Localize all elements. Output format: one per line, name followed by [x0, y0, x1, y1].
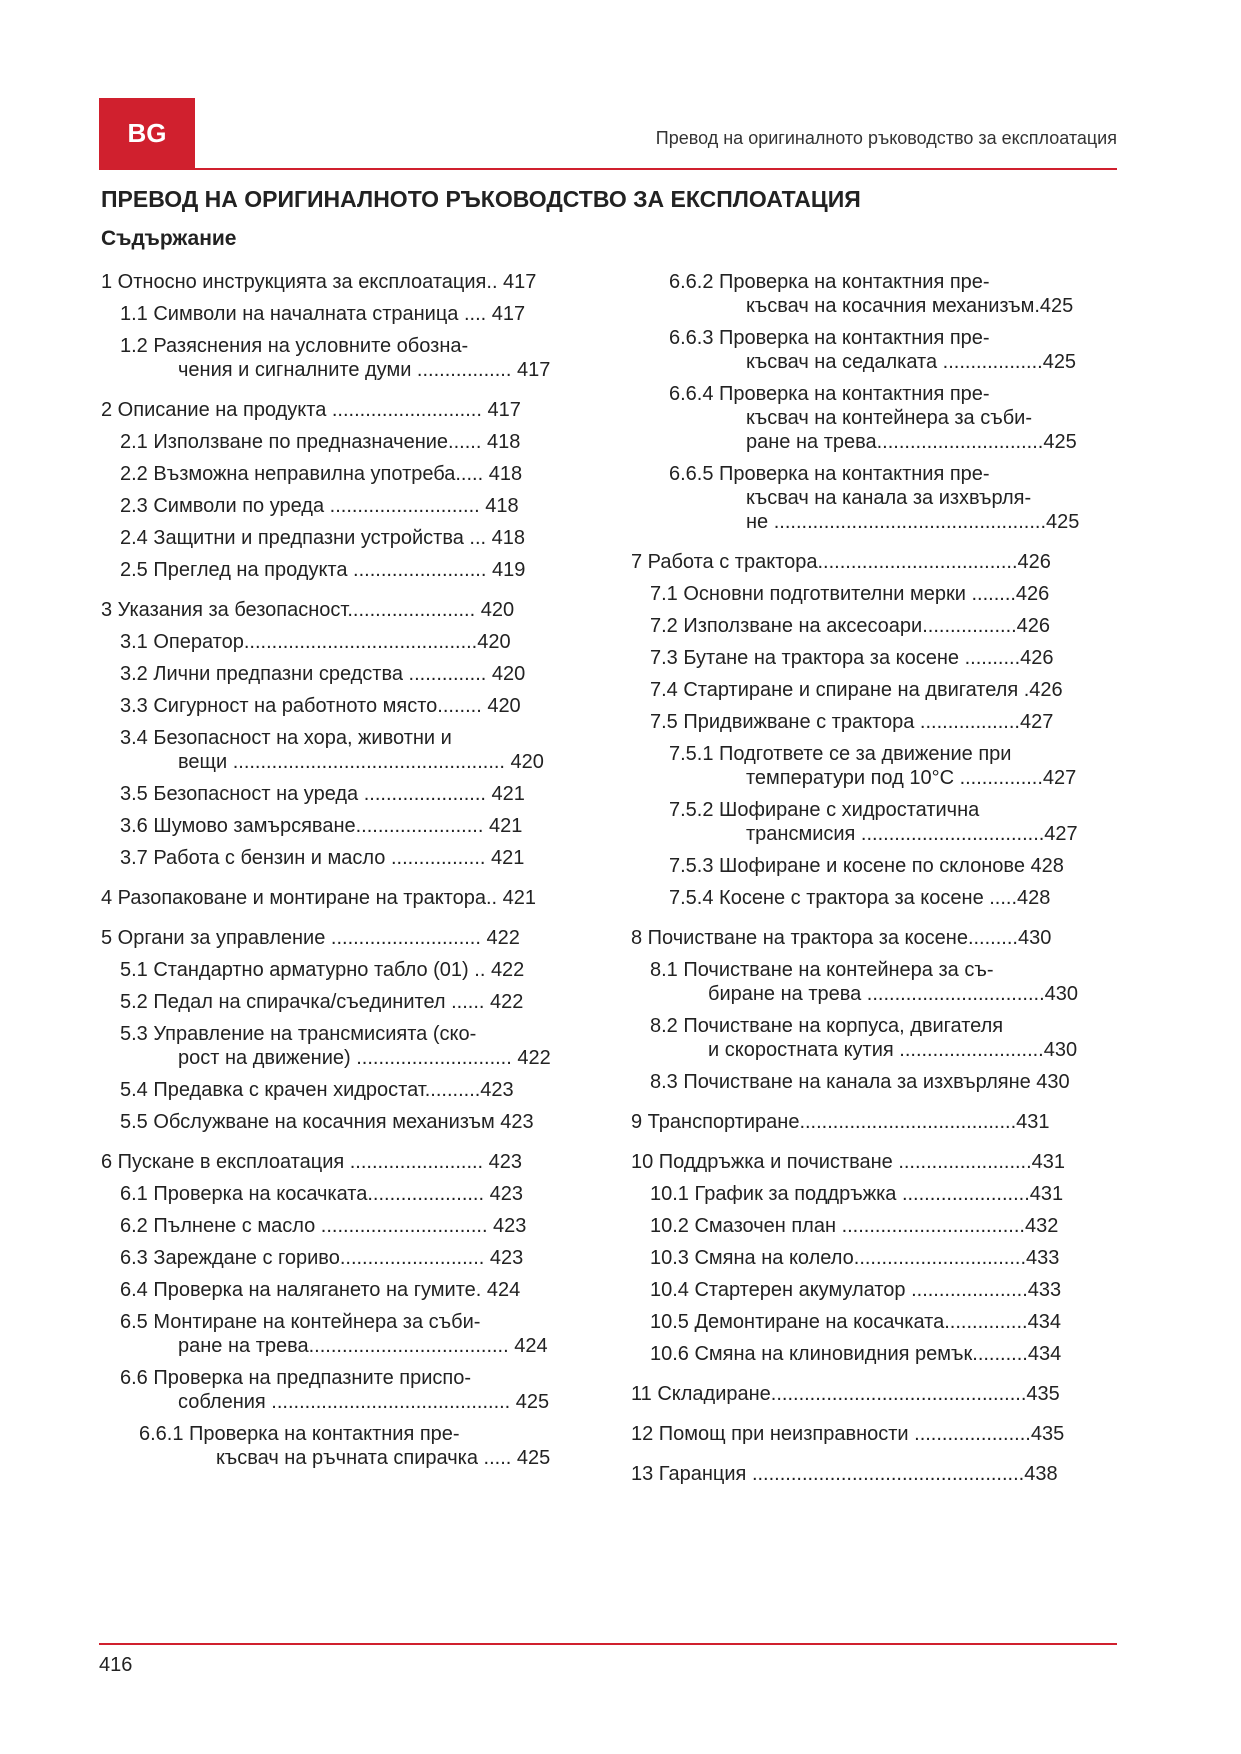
toc-entry-line: 7.4 Стартиране и спиране на двигателя .426: [650, 679, 1063, 701]
toc-entry[interactable]: [120, 558, 525, 582]
toc-entry-line: 6.6.5 Проверка на контактния пре-: [669, 463, 990, 485]
toc-entry-line: 3.4 Безопасност на хора, животни и: [120, 727, 452, 749]
toc-entry-line: 6.6.2 Проверка на контактния пре-: [669, 271, 990, 293]
toc-entry-line: 7.5 Придвижване с трактора ..................427: [650, 711, 1054, 733]
toc-entry-line: 5.5 Обслужване на косачния механизъм 423: [120, 1111, 534, 1133]
toc-entry-line: 7.5.1 Подгответе се за движение при: [669, 743, 1012, 765]
toc-entry[interactable]: [101, 1150, 522, 1174]
document-title: ПРЕВОД НА ОРИГИНАЛНОТО РЪКОВОДСТВО ЗА ЕКСПЛОАТАЦИЯ: [101, 186, 861, 212]
toc-entry[interactable]: [631, 1110, 1050, 1134]
toc-entry-line: 3.7 Работа с бензин и масло ................. 421: [120, 847, 525, 869]
toc-entry-line: собления ........................................... 425: [178, 1391, 550, 1413]
toc-entry-line: 7.1 Основни подготвителни мерки ........426: [650, 583, 1050, 605]
toc-entry[interactable]: [631, 550, 1051, 574]
toc-entry-line: 7.5.3 Шофиране и косене по склонове 428: [669, 855, 1064, 877]
toc-entry-line: 4 Разопаковане и монтиране на трактора.. 421: [101, 887, 537, 909]
toc-entry-line: 6.5 Монтиране на контейнера за съби-: [120, 1311, 481, 1333]
toc-entry[interactable]: [120, 662, 525, 686]
toc-entry[interactable]: [120, 846, 524, 870]
toc-entry-line: 3.6 Шумово замърсяване....................... 421: [120, 815, 523, 837]
toc-entry-line: 2 Описание на продукта ........................... 417: [101, 399, 521, 421]
toc-entry[interactable]: [650, 1310, 1061, 1334]
toc-entry-line: 7 Работа с трактора....................................426: [631, 551, 1051, 573]
toc-entry-line: 11 Складиране..............................................435: [631, 1383, 1060, 1405]
toc-entry-line: 7.2 Използване на аксесоари.................426: [650, 615, 1051, 637]
toc-entry[interactable]: [650, 1278, 1061, 1302]
footer-divider: [99, 1643, 1117, 1645]
page-number: 416: [99, 1654, 133, 1676]
toc-entry-line: 9 Транспортиране.......................................431: [631, 1111, 1050, 1133]
toc-entry-line: 1.1 Символи на началната страница .... 417: [120, 303, 526, 325]
toc-entry[interactable]: [650, 582, 1049, 606]
toc-entry-line: 2.3 Символи по уреда ........................... 418: [120, 495, 519, 517]
toc-entry-line: 6 Пускане в експлоатация ........................ 423: [101, 1151, 523, 1173]
toc-entry-line: 7.3 Бутане на трактора за косене ..........426: [650, 647, 1054, 669]
toc-entry-line: 6.6 Проверка на предпазните приспо-: [120, 1367, 471, 1389]
toc-entry-line: 10.4 Стартерен акумулатор .....................433: [650, 1279, 1062, 1301]
toc-entry[interactable]: [101, 926, 520, 950]
toc-entry-line: ране на трева..............................425: [746, 431, 1077, 453]
toc-entry[interactable]: [650, 1246, 1059, 1270]
toc-entry-line: късвач на контейнера за съби-: [746, 407, 1033, 429]
toc-entry-line: 6.1 Проверка на косачката..................... 423: [120, 1183, 523, 1205]
toc-entry[interactable]: [120, 1078, 514, 1102]
toc-entry-line: 10.6 Смяна на клиновидния ремък..........434: [650, 1343, 1062, 1365]
toc-entry-line: 10.3 Смяна на колело...............................433: [650, 1247, 1060, 1269]
toc-entry[interactable]: [120, 1214, 526, 1238]
toc-entry[interactable]: [101, 270, 536, 294]
toc-entry[interactable]: [631, 1150, 1065, 1174]
toc-entry[interactable]: [669, 382, 1077, 454]
toc-entry-line: 10 Поддръжка и почистване ........................431: [631, 1151, 1066, 1173]
toc-entry[interactable]: [120, 814, 522, 838]
toc-entry-line: и скоростната кутия ..........................430: [708, 1039, 1078, 1061]
toc-entry[interactable]: [650, 614, 1050, 638]
toc-entry[interactable]: [120, 462, 522, 486]
toc-entry-line: 2.5 Преглед на продукта ........................ 419: [120, 559, 526, 581]
toc-entry[interactable]: [650, 646, 1054, 670]
toc-entry-line: 6.3 Зареждане с гориво.......................... 423: [120, 1247, 524, 1269]
toc-entry[interactable]: [631, 1462, 1058, 1486]
header-divider: [99, 168, 1117, 170]
toc-entry-line: 2.4 Защитни и предпазни устройства ... 418: [120, 527, 526, 549]
toc-entry-line: 6.6.4 Проверка на контактния пре-: [669, 383, 990, 405]
toc-entry-line: не .................................................425: [746, 511, 1080, 533]
toc-entry[interactable]: [120, 1278, 520, 1302]
toc-entry-line: 5.1 Стандартно арматурно табло (01) .. 422: [120, 959, 525, 981]
toc-entry[interactable]: [669, 886, 1050, 910]
language-tab: BG: [99, 98, 195, 168]
toc-entry[interactable]: [120, 1110, 534, 1134]
toc-entry[interactable]: [650, 1070, 1070, 1094]
toc-entry[interactable]: [650, 1214, 1058, 1238]
toc-entry-line: 3.1 Оператор..........................................420: [120, 631, 511, 653]
toc-entry-line: 8 Почистване на трактора за косене.........430: [631, 927, 1052, 949]
toc-entry[interactable]: [101, 398, 521, 422]
toc-entry-line: вещи ................................................. 420: [178, 751, 544, 773]
toc-entry-line: 12 Помощ при неизправности .....................435: [631, 1423, 1065, 1445]
toc-entry[interactable]: [631, 926, 1051, 950]
toc-entry-line: 1 Относно инструкцията за експлоатация.. 417: [101, 271, 537, 293]
toc-entry-line: късвач на косачния механизъм.425: [746, 295, 1074, 317]
toc-entry-line: 5.2 Педал на спирачка/съединител ...... 422: [120, 991, 524, 1013]
toc-entry[interactable]: [650, 958, 1078, 1006]
toc-entry-line: 5.3 Управление на трансмисията (ско-: [120, 1023, 477, 1045]
toc-entry-line: чения и сигналните думи ................. 417: [178, 359, 551, 381]
toc-entry[interactable]: [120, 1310, 548, 1358]
toc-entry[interactable]: [120, 1022, 551, 1070]
toc-entry-line: 6.4 Проверка на налягането на гумите. 424: [120, 1279, 521, 1301]
toc-entry[interactable]: [120, 782, 525, 806]
toc-entry-line: 3.3 Сигурност на работното място........ 420: [120, 695, 521, 717]
toc-entry-line: 6.2 Пълнене с масло .............................. 423: [120, 1215, 527, 1237]
toc-entry[interactable]: [101, 886, 536, 910]
toc-entry-line: 10.5 Демонтиране на косачката...............434: [650, 1311, 1061, 1333]
toc-entry[interactable]: [120, 726, 544, 774]
toc-entry-line: биране на трева ................................430: [708, 983, 1078, 1005]
toc-entry[interactable]: [120, 958, 524, 982]
toc-entry-line: 10.2 Смазочен план .................................432: [650, 1215, 1059, 1237]
running-header: Превод на оригиналното ръководство за експлоатация: [655, 128, 1117, 148]
toc-entry[interactable]: [669, 798, 1078, 846]
toc-entry-line: 7.5.4 Косене с трактора за косене .....428: [669, 887, 1051, 909]
toc-entry-line: 6.6.1 Проверка на контактния пре-: [139, 1423, 460, 1445]
toc-entry-line: късвач на ръчната спирачка ..... 425: [216, 1447, 551, 1469]
toc-entry[interactable]: [650, 1014, 1077, 1062]
toc-entry-line: ране на трева.................................... 424: [178, 1335, 548, 1357]
toc-entry[interactable]: [120, 1366, 549, 1414]
toc-entry[interactable]: [669, 462, 1079, 534]
toc-entry-line: 5 Органи за управление ........................... 422: [101, 927, 520, 949]
toc-entry-line: 5.4 Предавка с крачен хидростат..........423: [120, 1079, 514, 1101]
toc-entry[interactable]: [669, 326, 1076, 374]
toc-entry-line: 2.2 Възможна неправилна употреба..... 418: [120, 463, 523, 485]
toc-entry[interactable]: [120, 302, 525, 326]
toc-entry-line: 1.2 Разяснения на условните обозна-: [120, 335, 469, 357]
toc-entry-line: 8.2 Почистване на корпуса, двигателя: [650, 1015, 1004, 1037]
toc-entry-line: 3.5 Безопасност на уреда ...................... 421: [120, 783, 525, 805]
toc-entry-line: късвач на канала за изхвърля-: [746, 487, 1032, 509]
toc-entry-line: 7.5.2 Шофиране с хидростатична: [669, 799, 980, 821]
toc-entry-line: температури под 10°C ...............427: [746, 767, 1077, 789]
toc-entry[interactable]: [650, 1342, 1061, 1366]
toc-entry[interactable]: [650, 1182, 1063, 1206]
toc-entry-line: 2.1 Използване по предназначение...... 418: [120, 431, 521, 453]
toc-entry-line: 6.6.3 Проверка на контактния пре-: [669, 327, 990, 349]
toc-entry[interactable]: [101, 598, 514, 622]
toc-entry[interactable]: [139, 1422, 550, 1470]
toc-entry-line: 13 Гаранция .................................................438: [631, 1463, 1058, 1485]
toc-entry[interactable]: [669, 270, 1073, 318]
toc-entry-line: 8.1 Почистване на контейнера за съ-: [650, 959, 994, 981]
toc-entry[interactable]: [650, 678, 1063, 702]
toc-entry[interactable]: [120, 334, 550, 382]
toc-entry[interactable]: [631, 1422, 1064, 1446]
toc-entry[interactable]: [120, 494, 519, 518]
toc-entry-line: 3.2 Лични предпазни средства .............. 420: [120, 663, 526, 685]
toc-entry[interactable]: [120, 630, 511, 654]
toc-heading: Съдържание: [101, 227, 237, 250]
toc-entry[interactable]: [650, 710, 1053, 734]
toc-entry-line: 8.3 Почистване на канала за изхвърляне 430: [650, 1071, 1070, 1093]
toc-entry[interactable]: [120, 1182, 523, 1206]
toc-entry[interactable]: [120, 1246, 523, 1270]
toc-entry-line: 10.1 График за поддръжка .......................431: [650, 1183, 1064, 1205]
toc-entry[interactable]: [120, 694, 521, 718]
toc-entry-line: 3 Указания за безопасност....................... 420: [101, 599, 515, 621]
toc-entry-line: късвач на седалката ..................425: [746, 351, 1077, 373]
toc-entry-line: рост на движение) ............................ 422: [178, 1047, 551, 1069]
toc-entry[interactable]: [669, 742, 1076, 790]
toc-entry[interactable]: [120, 430, 520, 454]
toc-entry[interactable]: [669, 854, 1064, 878]
toc-entry-line: трансмисия .................................427: [746, 823, 1078, 845]
toc-entry[interactable]: [120, 526, 525, 550]
toc-entry[interactable]: [120, 990, 523, 1014]
toc-entry[interactable]: [631, 1382, 1060, 1406]
